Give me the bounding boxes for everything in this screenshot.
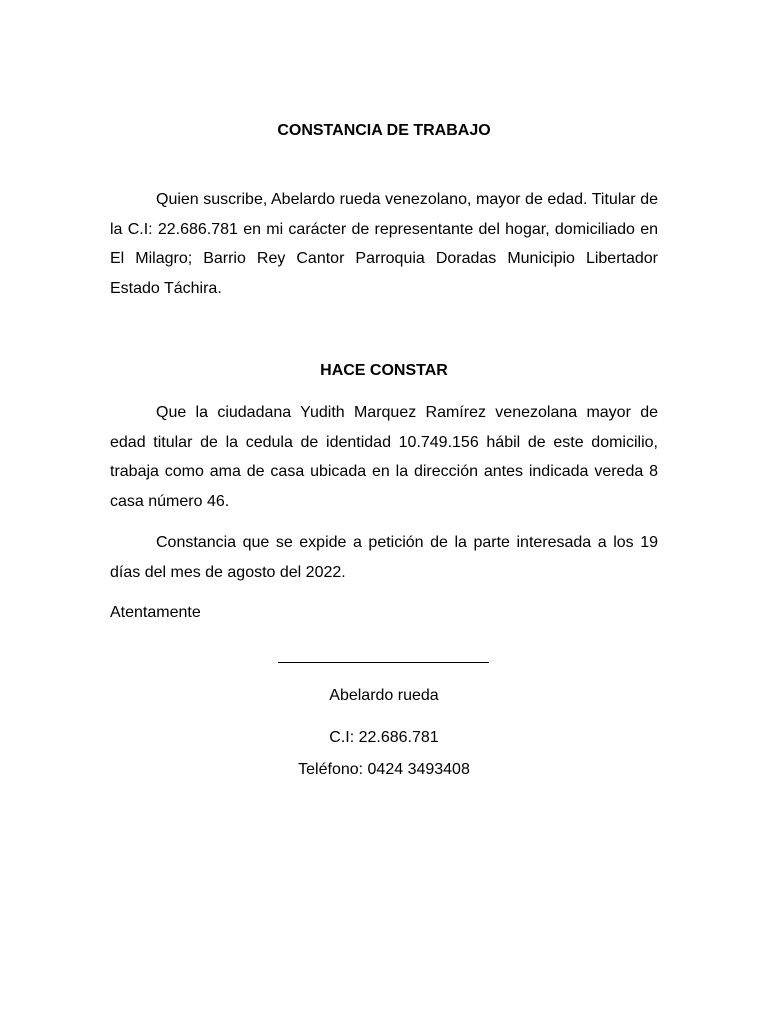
signer-id: C.I: 22.686.781 bbox=[329, 729, 439, 746]
section-heading: HACE CONSTAR bbox=[320, 362, 448, 379]
closing-paragraph: Constancia que se expide a petición de la parte interesada a los 19 días del mes de agosto del 2022. bbox=[110, 534, 658, 581]
body-paragraph: Que la ciudadana Yudith Marquez Ramírez venezolana mayor de edad titular de la cedula de identidad 10.749.156 hábil de este domicilio, trabaja como ama de casa ubicada en la dirección antes indicada vereda 8 casa número 46. bbox=[110, 404, 658, 510]
salutation: Atentamente bbox=[110, 604, 201, 621]
signature-line bbox=[278, 662, 489, 663]
document-title: CONSTANCIA DE TRABAJO bbox=[277, 122, 491, 139]
intro-paragraph: Quien suscribe, Abelardo rueda venezolano, mayor de edad. Titular de la C.I: 22.686.781 en mi carácter de representante del hogar, domiciliado en El Milagro; Barrio Rey Cantor Parroquia Doradas Municipio Libertador Estado Táchira. bbox=[110, 191, 658, 297]
signer-phone: Teléfono: 0424 3493408 bbox=[298, 761, 470, 778]
signer-name: Abelardo rueda bbox=[329, 687, 439, 704]
